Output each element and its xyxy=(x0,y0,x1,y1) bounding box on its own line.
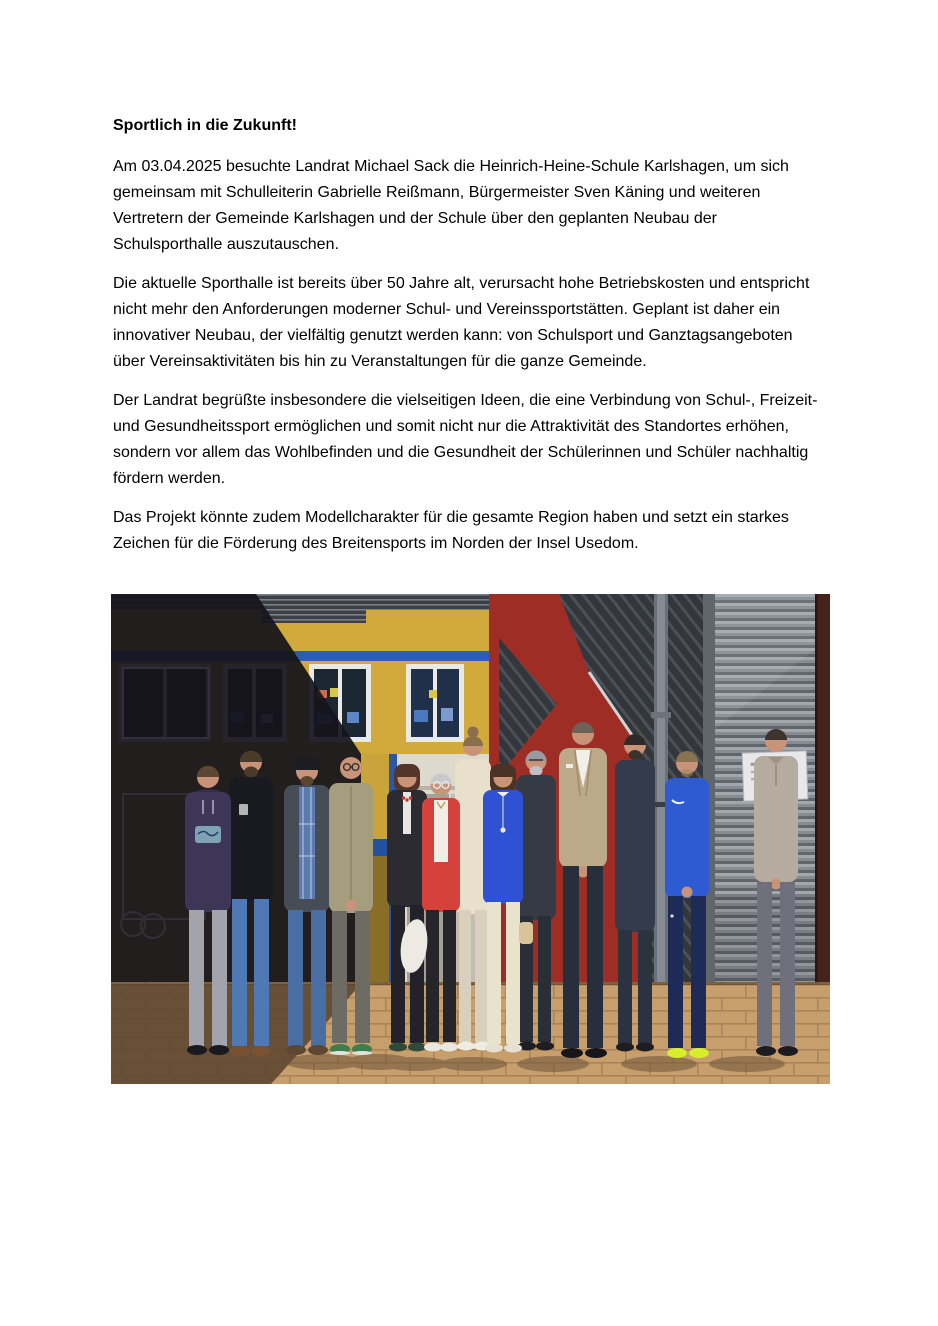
article-heading: Sportlich in die Zukunft! xyxy=(113,117,297,134)
article-photo xyxy=(111,594,830,1084)
beige-purse xyxy=(519,922,533,944)
article-paragraph-4: Das Projekt könnte zudem Modellcharakter für die gesamte Region haben und setzt ein starkes Zeichen für die Förderung des Breitensports im Norden der Insel Usedom. xyxy=(113,509,789,552)
article-paragraph-1: Am 03.04.2025 besuchte Landrat Michael Sack die Heinrich-Heine-Schule Karlshagen, um sich gemeinsam mit Schulleiterin Gabrielle Reißmann, Bürgermeister Sven Käning und weiteren Vertretern der Gemeinde Karlshagen und der Schule über den geplanten Neubau der Schulsporthalle auszutauschen. xyxy=(113,158,789,253)
article-paragraph-3: Der Landrat begrüßte insbesondere die vielseitigen Ideen, die eine Verbindung von Schul-, Freizeit- und Gesundheitssport ermöglichen und somit nicht nur die Attraktivität des Standortes erhöhen, sondern vor allem das Wohlbefinden und die Gesundheit der Schülerinnen und Schüler nachhaltig fördern werden. xyxy=(113,392,818,487)
article-paragraph-2: Die aktuelle Sporthalle ist bereits über 50 Jahre alt, verursacht hohe Betriebskosten und entspricht nicht mehr den Anforderungen moderner Schul- und Vereinssportstätten. Geplant ist daher ein innovativer Neubau, der vielfältig genutzt werden kann: von Schulsport und Ganztagsangeboten über Vereinsaktivitäten bis hin zu Veranstaltungen für die ganze Gemeinde. xyxy=(113,275,810,370)
